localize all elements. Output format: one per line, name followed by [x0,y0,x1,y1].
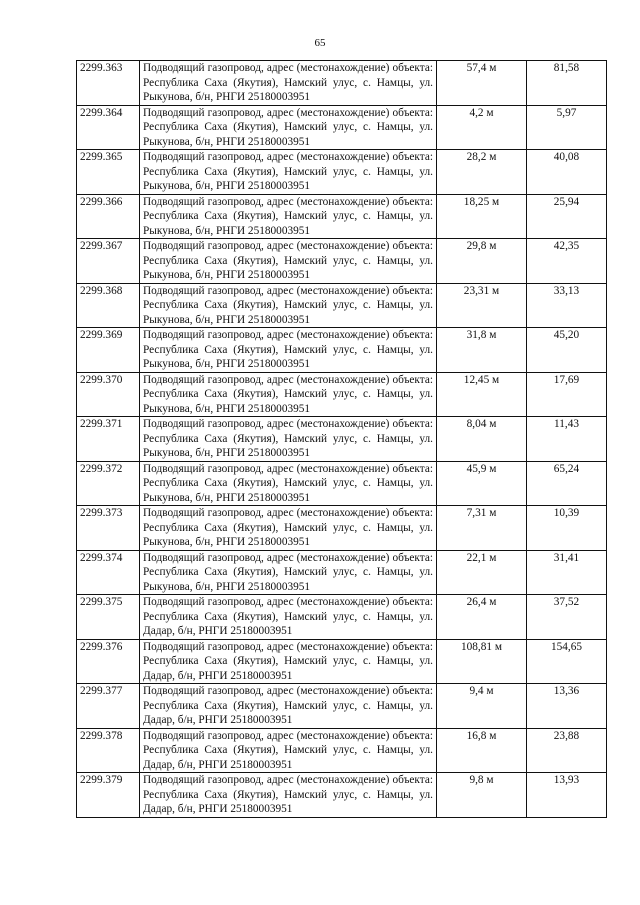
table-row [77,461,607,506]
row-number-cell: 2299.371 [77,417,140,462]
row-value-cell: 40,08 [527,150,607,195]
row-number-cell: 2299.365 [77,150,140,195]
table-row [77,417,607,462]
table-row [77,283,607,328]
row-number-cell: 2299.364 [77,105,140,150]
row-number-cell: 2299.370 [77,372,140,417]
table-row [77,194,607,239]
row-length-cell: 8,04 м [437,417,527,462]
row-description-cell: Подводящий газопровод, адрес (местонахождение) объекта: Республика Саха (Якутия), Намский улус, с. Намцы, ул. Дадар, б/н, РНГИ 25180003951 [140,684,437,729]
row-number-cell: 2299.367 [77,239,140,284]
row-length-cell: 22,1 м [437,550,527,595]
row-description-cell: Подводящий газопровод, адрес (местонахождение) объекта: Республика Саха (Якутия), Намский улус, с. Намцы, ул. Рыкунова, б/н, РНГИ 25180003951 [140,194,437,239]
table-row [77,639,607,684]
row-description-cell: Подводящий газопровод, адрес (местонахождение) объекта: Республика Саха (Якутия), Намский улус, с. Намцы, ул. Рыкунова, б/н, РНГИ 25180003951 [140,150,437,195]
row-number-cell: 2299.368 [77,283,140,328]
registry-table-body [77,61,607,818]
row-description-cell: Подводящий газопровод, адрес (местонахождение) объекта: Республика Саха (Якутия), Намский улус, с. Намцы, ул. Рыкунова, б/н, РНГИ 25180003951 [140,283,437,328]
table-row [77,105,607,150]
table-row [77,773,607,818]
row-number-cell: 2299.373 [77,506,140,551]
row-value-cell: 17,69 [527,372,607,417]
row-value-cell: 81,58 [527,61,607,106]
row-length-cell: 23,31 м [437,283,527,328]
row-length-cell: 45,9 м [437,461,527,506]
row-length-cell: 9,4 м [437,684,527,729]
row-description-cell: Подводящий газопровод, адрес (местонахождение) объекта: Республика Саха (Якутия), Намский улус, с. Намцы, ул. Рыкунова, б/н, РНГИ 25180003951 [140,372,437,417]
row-length-cell: 31,8 м [437,328,527,373]
row-number-cell: 2299.372 [77,461,140,506]
row-description-cell: Подводящий газопровод, адрес (местонахождение) объекта: Республика Саха (Якутия), Намский улус, с. Намцы, ул. Рыкунова, б/н, РНГИ 25180003951 [140,105,437,150]
row-length-cell: 108,81 м [437,639,527,684]
row-description-cell: Подводящий газопровод, адрес (местонахождение) объекта: Республика Саха (Якутия), Намский улус, с. Намцы, ул. Рыкунова, б/н, РНГИ 25180003951 [140,417,437,462]
row-length-cell: 57,4 м [437,61,527,106]
row-number-cell: 2299.377 [77,684,140,729]
row-value-cell: 10,39 [527,506,607,551]
table-row [77,150,607,195]
table-row [77,328,607,373]
row-description-cell: Подводящий газопровод, адрес (местонахождение) объекта: Республика Саха (Якутия), Намский улус, с. Намцы, ул. Дадар, б/н, РНГИ 25180003951 [140,773,437,818]
row-length-cell: 26,4 м [437,595,527,640]
table-row [77,550,607,595]
row-number-cell: 2299.374 [77,550,140,595]
row-number-cell: 2299.378 [77,728,140,773]
row-value-cell: 13,36 [527,684,607,729]
row-number-cell: 2299.369 [77,328,140,373]
table-row [77,372,607,417]
row-number-cell: 2299.363 [77,61,140,106]
row-value-cell: 5,97 [527,105,607,150]
row-description-cell: Подводящий газопровод, адрес (местонахождение) объекта: Республика Саха (Якутия), Намский улус, с. Намцы, ул. Дадар, б/н, РНГИ 25180003951 [140,728,437,773]
row-value-cell: 25,94 [527,194,607,239]
row-description-cell: Подводящий газопровод, адрес (местонахождение) объекта: Республика Саха (Якутия), Намский улус, с. Намцы, ул. Рыкунова, б/н, РНГИ 25180003951 [140,550,437,595]
row-length-cell: 28,2 м [437,150,527,195]
row-length-cell: 18,25 м [437,194,527,239]
row-description-cell: Подводящий газопровод, адрес (местонахождение) объекта: Республика Саха (Якутия), Намский улус, с. Намцы, ул. Рыкунова, б/н, РНГИ 25180003951 [140,328,437,373]
table-row [77,684,607,729]
row-length-cell: 9,8 м [437,773,527,818]
table-row [77,728,607,773]
row-value-cell: 23,88 [527,728,607,773]
row-number-cell: 2299.376 [77,639,140,684]
row-description-cell: Подводящий газопровод, адрес (местонахождение) объекта: Республика Саха (Якутия), Намский улус, с. Намцы, ул. Дадар, б/н, РНГИ 25180003951 [140,639,437,684]
table-row [77,61,607,106]
row-description-cell: Подводящий газопровод, адрес (местонахождение) объекта: Республика Саха (Якутия), Намский улус, с. Намцы, ул. Рыкунова, б/н, РНГИ 25180003951 [140,239,437,284]
row-description-cell: Подводящий газопровод, адрес (местонахождение) объекта: Республика Саха (Якутия), Намский улус, с. Намцы, ул. Дадар, б/н, РНГИ 25180003951 [140,595,437,640]
table-row [77,595,607,640]
row-value-cell: 33,13 [527,283,607,328]
row-length-cell: 12,45 м [437,372,527,417]
page-number: 65 [314,37,326,49]
row-value-cell: 42,35 [527,239,607,284]
row-value-cell: 13,93 [527,773,607,818]
row-length-cell: 4,2 м [437,105,527,150]
row-description-cell: Подводящий газопровод, адрес (местонахождение) объекта: Республика Саха (Якутия), Намский улус, с. Намцы, ул. Рыкунова, б/н, РНГИ 25180003951 [140,461,437,506]
row-value-cell: 154,65 [527,639,607,684]
table-row [77,239,607,284]
row-value-cell: 31,41 [527,550,607,595]
row-number-cell: 2299.366 [77,194,140,239]
row-length-cell: 29,8 м [437,239,527,284]
row-value-cell: 11,43 [527,417,607,462]
row-length-cell: 7,31 м [437,506,527,551]
row-value-cell: 65,24 [527,461,607,506]
row-value-cell: 37,52 [527,595,607,640]
row-description-cell: Подводящий газопровод, адрес (местонахождение) объекта: Республика Саха (Якутия), Намский улус, с. Намцы, ул. Рыкунова, б/н, РНГИ 25180003951 [140,61,437,106]
registry-table [76,60,607,818]
table-row [77,506,607,551]
row-length-cell: 16,8 м [437,728,527,773]
row-number-cell: 2299.379 [77,773,140,818]
row-description-cell: Подводящий газопровод, адрес (местонахождение) объекта: Республика Саха (Якутия), Намский улус, с. Намцы, ул. Рыкунова, б/н, РНГИ 25180003951 [140,506,437,551]
row-number-cell: 2299.375 [77,595,140,640]
row-value-cell: 45,20 [527,328,607,373]
